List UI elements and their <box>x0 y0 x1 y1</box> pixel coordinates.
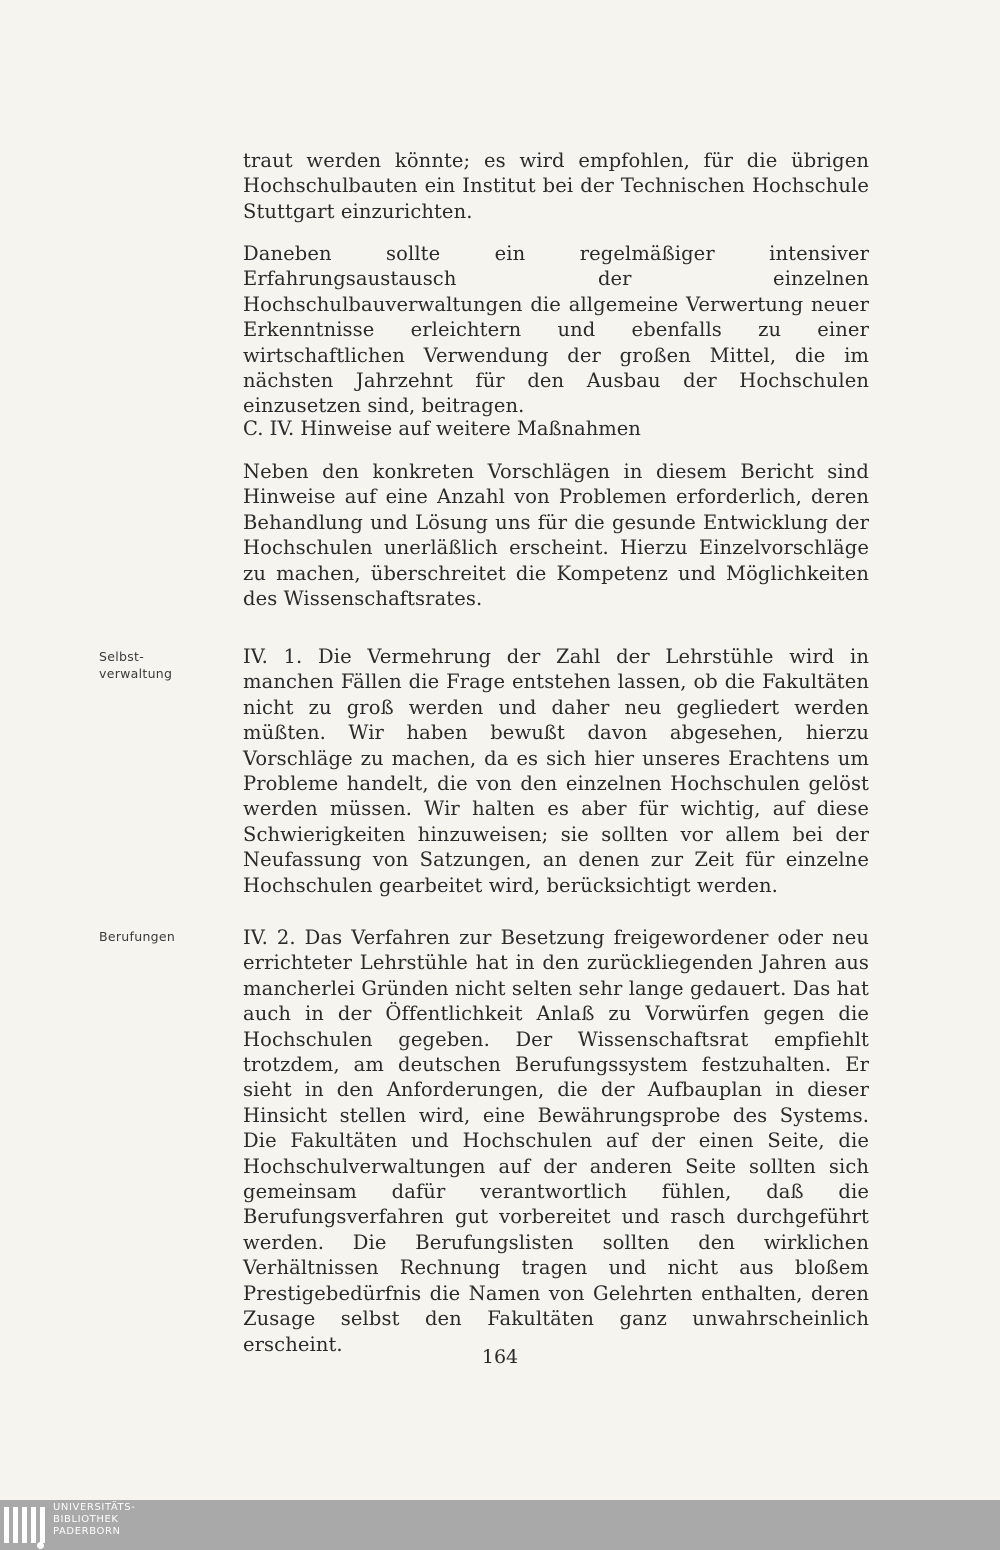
logo-text-line: BIBLIOTHEK <box>53 1514 119 1525</box>
logo-dot-icon <box>37 1542 44 1549</box>
section-heading: C. IV. Hinweise auf weitere Maßnahmen <box>243 417 641 440</box>
page-number: 164 <box>481 1346 519 1368</box>
paragraph-erfahrungsaustausch: Daneben sollte ein regelmäßiger intensiver Erfahrungsaustausch der einzelnen Hochschulbauverwaltungen die allgemeine Verwertung neuer Erkenntnisse erleichtern und ebenfalls zu einer wirtschaftlichen Verwendung der großen Mittel, die im nächsten Jahrzehnt für den Ausbau der Hochschulen einzusetzen sind, beitragen. <box>243 242 869 418</box>
library-logo-text <box>53 1502 135 1538</box>
margin-note-selbstverwaltung <box>99 648 209 682</box>
library-footer-banner <box>0 1500 1000 1550</box>
paragraph-iv-1: IV. 1. Die Vermehrung der Zahl der Lehrstühle wird in manchen Fällen die Frage entstehen lassen, ob die Fakultäten nicht zu groß werden und daher neu gegliedert werden müßten. Wir haben bewußt davon abgesehen, hierzu Vorschläge zu machen, da es sich hier unseres Erachtens um Probleme handelt, die von den einzelnen Hochschulen gelöst werden müssen. Wir halten es aber für wichtig, auf diese Schwierigkeiten hinzuweisen; sie sollten vor allem bei der Neufassung von Satzungen, an denen zur Zeit für einzelne Hochschulen gearbeitet wird, berücksichtigt werden. <box>243 645 869 897</box>
paragraph-hinweise: Neben den konkreten Vorschlägen in diesem Bericht sind Hinweise auf eine Anzahl von Problemen erforderlich, deren Behandlung und Lösung uns für die gesunde Entwicklung der Hochschulen unerläßlich erscheint. Hierzu Einzelvorschläge zu machen, überschreitet die Kompetenz und Möglichkeiten des Wissenschaftsrates. <box>243 460 869 611</box>
paragraph-continuation: traut werden könnte; es wird empfohlen, für die übrigen Hochschulbauten ein Institut bei der Technischen Hochschule Stuttgart einzurichten. <box>243 149 869 223</box>
paragraph-iv-2: IV. 2. Das Verfahren zur Besetzung freigewordener oder neu errichteter Lehrstühle hat in den zurückliegenden Jahren aus mancherlei Gründen nicht selten sehr lange gedauert. Das hat auch in der Öffentlichkeit Anlaß zu Vorwürfen gegen die Hochschulen gegeben. Der Wissenschaftsrat empfiehlt trotzdem, am deutschen Berufungssystem festzuhalten. Er sieht in den Anforderungen, die der Aufbauplan in dieser Hinsicht stellen wird, eine Bewährungsprobe des Systems. Die Fakultäten und Hochschulen auf der einen Seite, die Hochschulverwaltungen auf der anderen Seite sollten sich gemeinsam dafür verantwortlich fühlen, daß die Berufungsverfahren gut vorbereitet und rasch durchgeführt werden. Die Berufungslisten sollten den wirklichen Verhältnissen Rechnung tragen und nicht aus bloßem Prestigebedürfnis die Namen von Gelehrten enthalten, deren Zusage selbst den Fakultäten ganz unwahrscheinlich erscheint. <box>243 926 869 1356</box>
logo-text-line: PADERBORN <box>53 1526 121 1537</box>
logo-text-line: UNIVERSITÄTS- <box>53 1502 136 1513</box>
margin-note-berufungen: Berufungen <box>99 929 176 944</box>
margin-note-line: verwaltung <box>99 666 173 681</box>
library-logo-icon <box>4 1507 45 1543</box>
margin-note-line: Selbst- <box>99 649 145 664</box>
